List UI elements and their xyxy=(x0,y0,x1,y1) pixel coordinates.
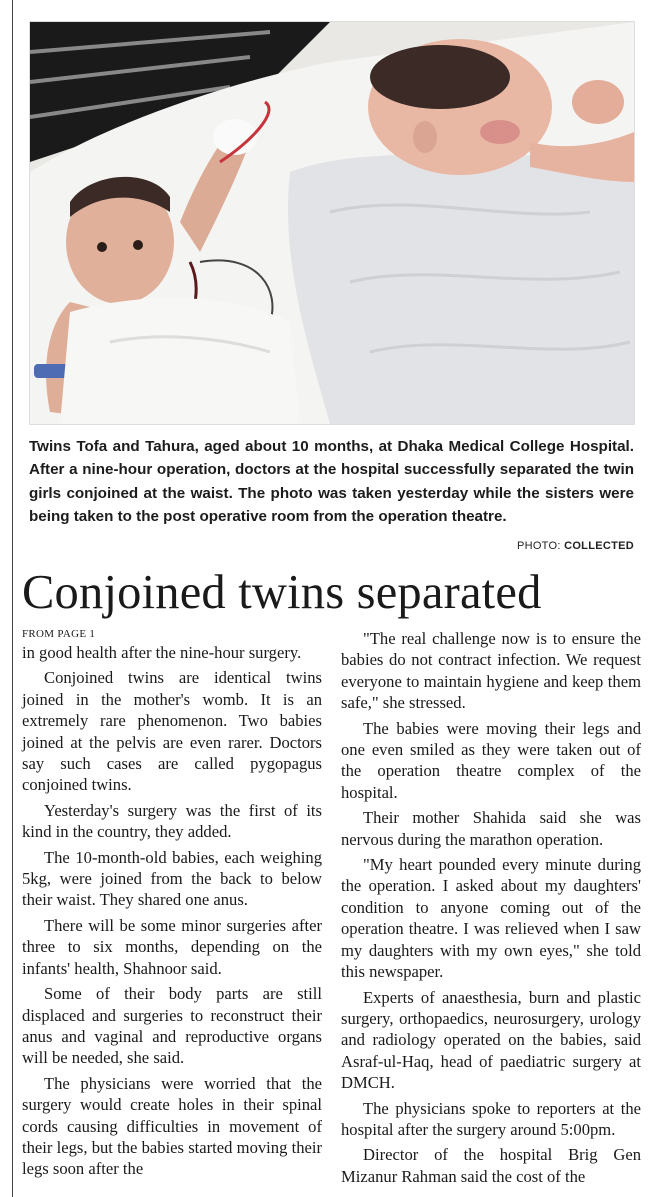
jump-line: FROM PAGE 1 xyxy=(22,628,96,640)
caption-text: Twins Tofa and Tahura, aged about 10 months, at Dhaka Medical College Hospital. After a nine-hour operation, doctors at the hospital successfully separated the twin girls conjoined at the waist. The photo was taken yesterday while the sisters were being taken to the post operative room from the operation theatre. xyxy=(29,438,634,526)
paragraph: Experts of anaesthesia, burn and plastic surgery, orthopaedics, neurosurgery, urology and radiology operated on the babies, said Asraf-ul-Haq, head of paediatric surgery at DMCH. xyxy=(341,987,641,1093)
column-rule xyxy=(12,0,13,1197)
paragraph: Director of the hospital Brig Gen Mizanur Rahman said the cost of the xyxy=(341,1145,641,1186)
paragraph: The babies were moving their legs and one even smiled as they were taken out of the operation theatre complex of the hospital. xyxy=(341,718,641,802)
photo-credit-name: COLLECTED xyxy=(564,540,634,552)
paragraph: There will be some minor surgeries after three to six months, depending on the infants' health, Shahnoor said. xyxy=(22,915,322,978)
paragraph: "The real challenge now is to ensure the babies do not contract infection. We request everyone to maintain hygiene and keep them safe," she stressed. xyxy=(341,629,641,713)
paragraph: "My heart pounded every minute during the operation. I asked about my daughters' condition to anyone coming out of the operation theatre. I was relieved when I saw my daughters with my own eyes," she told this newspaper. xyxy=(341,855,641,982)
headline: Conjoined twins separated xyxy=(22,566,542,619)
paragraph: Some of their body parts are still displaced and surgeries to reconstruct their anus and vaginal and reproductive organs will be needed, she said. xyxy=(22,984,322,1068)
photo-credit-prefix: PHOTO: xyxy=(516,540,565,552)
paragraph: Yesterday's surgery was the first of its kind in the country, they added. xyxy=(22,800,322,842)
article-column-left xyxy=(22,628,322,1184)
news-photo xyxy=(29,21,635,425)
paragraph: Their mother Shahida said she was nervous during the marathon operation. xyxy=(341,808,641,849)
article-column-right xyxy=(341,628,641,1191)
paragraph: Conjoined twins are identical twins joined in the mother's womb. It is an extremely rare phenomenon. Two babies joined at the pelvis are even rarer. Doctors say such cases are called pygopagus conjoined twins. xyxy=(22,668,322,795)
paragraph: in good health after the nine-hour surgery. xyxy=(22,643,302,662)
photo-caption xyxy=(29,435,634,529)
paragraph: The physicians spoke to reporters at the hospital after the surgery around 5:00pm. xyxy=(341,1098,641,1139)
photo-credit xyxy=(517,540,634,552)
paragraph: The 10-month-old babies, each weighing 5kg, were joined from the back to below their waist. They shared one anus. xyxy=(22,847,322,910)
photo-illustration xyxy=(30,22,634,424)
paragraph: The physicians were worried that the surgery would create holes in their spinal cords causing difficulties in movement of their legs, but the babies started moving their legs soon after the xyxy=(22,1073,322,1179)
